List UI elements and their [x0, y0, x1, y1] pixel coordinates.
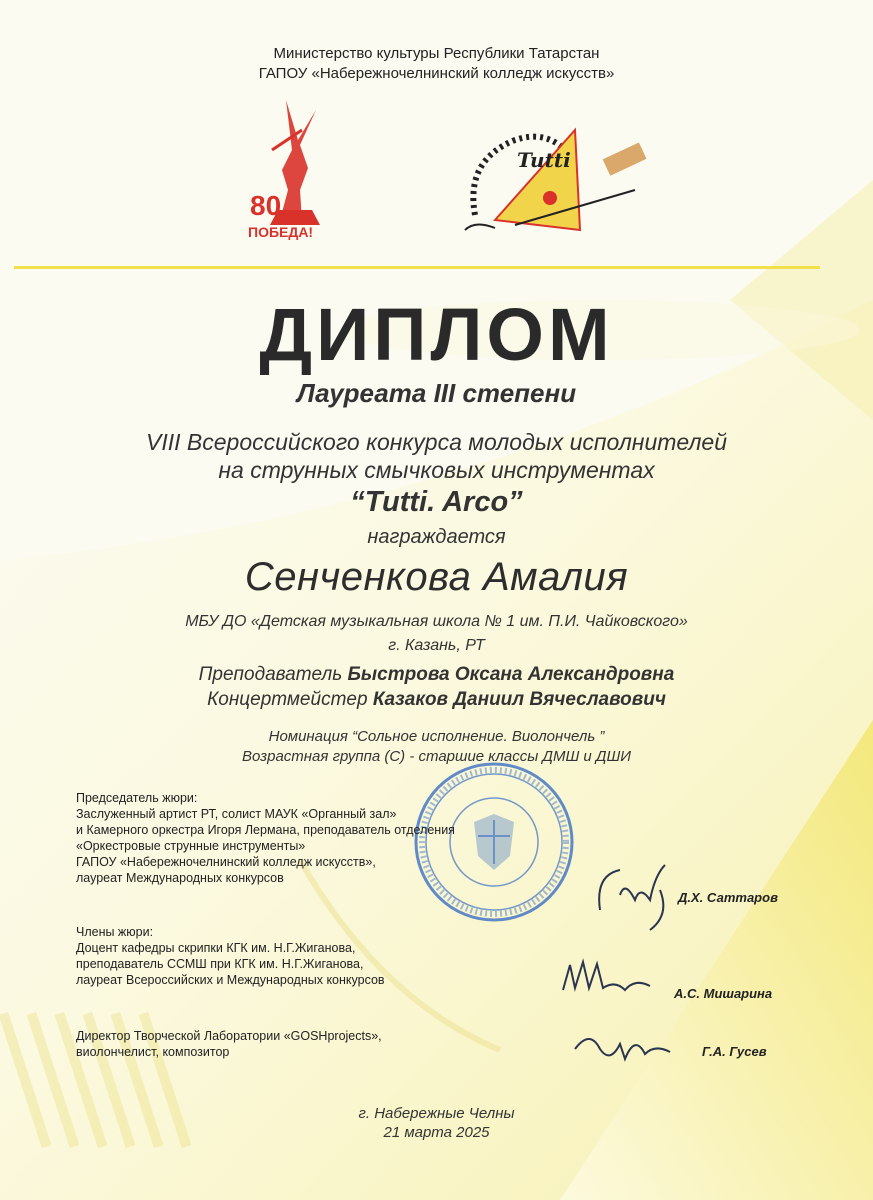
teacher-line	[0, 664, 873, 686]
age-group: Возрастная группа (С) - старшие классы ДМШ и ДШИ	[241, 748, 632, 765]
jury-chair-line: Заслуженный артист РТ, солист МАУК «Органный зал»	[76, 807, 397, 821]
footer-date: 21 марта 2025	[383, 1124, 490, 1141]
victory-number: 80	[250, 190, 282, 221]
chair-signature	[590, 855, 690, 935]
school-city: г. Казань, РТ	[388, 637, 485, 654]
jury-member2-line: Директор Творческой Лаборатории «GOSHprojects»,	[76, 1029, 382, 1043]
recipient-name: Сенченкова Амалия	[244, 555, 629, 599]
member2-name: Г.А. Гусев	[702, 1044, 767, 1059]
tutti-logo-text: Tutti	[517, 148, 571, 172]
jury-chair-line: лауреат Международных конкурсов	[76, 871, 284, 885]
nomination: Номинация “Сольное исполнение. Виолончель ”	[268, 728, 605, 745]
award-degree: Лауреата III степени	[296, 378, 577, 408]
jury-chair-heading: Председатель жюри:	[76, 791, 198, 805]
jury-chair-line: «Оркестровые струнные инструменты»	[76, 839, 306, 853]
member1-name: А.С. Мишарина	[674, 986, 773, 1001]
jury-member2-block	[76, 1028, 596, 1060]
tutti-logo	[455, 120, 650, 245]
awarded-label: награждается	[367, 526, 506, 548]
contest-line-1: VIII Всероссийского конкурса молодых исполнителей	[146, 429, 727, 455]
contest-line-2: на струнных смычковых инструментах	[218, 457, 655, 483]
school-name: МБУ ДО «Детская музыкальная школа № 1 им. П.И. Чайковского»	[185, 613, 688, 630]
member2-signature	[570, 1024, 680, 1069]
jury-chair-block	[76, 790, 596, 886]
footer-city: г. Набережные Челны	[358, 1105, 515, 1122]
member1-signature	[555, 950, 665, 1000]
jury-members-heading: Члены жюри:	[76, 925, 154, 939]
ministry-name: Министерство культуры Республики Татарстан	[273, 45, 600, 62]
jury-chair-line: и Камерного оркестра Игоря Лермана, преподаватель отделения	[76, 823, 455, 837]
jury-members-block	[76, 924, 596, 988]
college-name: ГАПОУ «Набережночелнинский колледж искусств»	[258, 65, 615, 82]
accompanist-label: Концертмейстер	[207, 689, 368, 710]
jury-member1-line: Доцент кафедры скрипки КГК им. Н.Г.Жиганова,	[76, 941, 356, 955]
diploma-title: ДИПЛОМ	[259, 293, 614, 376]
contest-name: “Tutti. Arco”	[350, 486, 523, 518]
teacher-label: Преподаватель	[198, 664, 343, 685]
chair-name: Д.Х. Саттаров	[678, 890, 778, 905]
jury-chair-line: ГАПОУ «Набережночелнинский колледж искусств»,	[76, 855, 376, 869]
header-divider	[14, 266, 820, 269]
jury-member2-line: виолончелист, композитор	[76, 1045, 230, 1059]
accompanist-name: Казаков Даниил Вячеславович	[372, 689, 666, 710]
jury-member1-line: лауреат Всероссийских и Международных конкурсов	[76, 973, 385, 987]
victory-text: ПОБЕДА!	[248, 224, 314, 240]
victory-80-logo	[242, 90, 342, 250]
accompanist-line	[0, 689, 873, 711]
jury-member1-line: преподаватель ССМШ при КГК им. Н.Г.Жиганова,	[76, 957, 364, 971]
teacher-name: Быстрова Оксана Александровна	[347, 664, 675, 685]
